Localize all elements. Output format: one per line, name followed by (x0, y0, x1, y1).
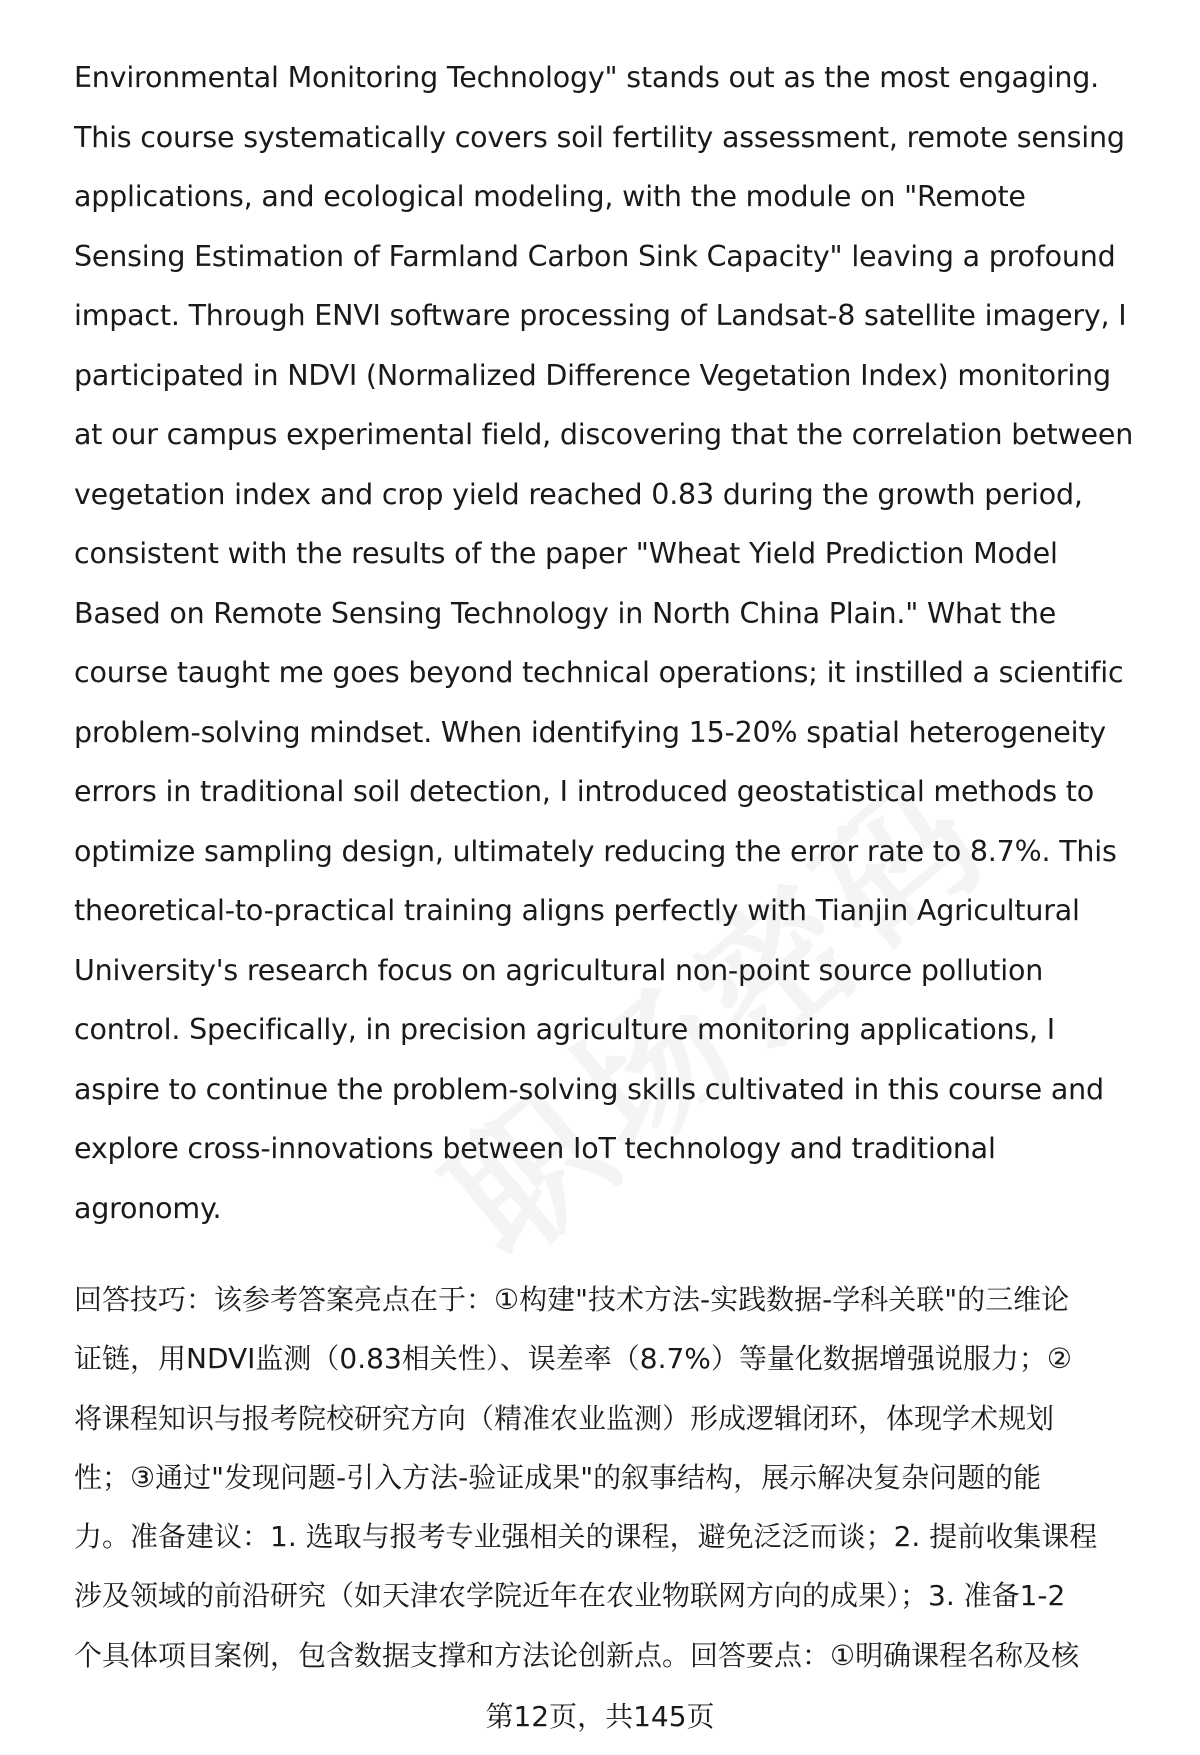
answer-line: at our campus experimental field, discovering that the correlation between (74, 418, 1134, 451)
answer-line: Based on Remote Sensing Technology in North China Plain." What the (74, 596, 1057, 630)
answer-line: impact. Through ENVI software processing of Landsat-8 satellite imagery, I (74, 299, 1127, 332)
answer-line: This course systematically covers soil fertility assessment, remote sensing (74, 120, 1125, 154)
answer-line: errors in traditional soil detection, I introduced geostatistical methods to (74, 775, 1094, 808)
answer-line: agronomy. (74, 1191, 222, 1225)
answer-line: participated in NDVI (Normalized Difference Vegetation Index) monitoring (74, 358, 1111, 392)
answer-line: Environmental Monitoring Technology" stands out as the most engaging. (74, 61, 1100, 94)
answer-line: explore cross-innovations between IoT technology and traditional (74, 1132, 996, 1165)
tips-line: 力。准备建议：1. 选取与报考专业强相关的课程，避免泛泛而谈；2. 提前收集课程 (74, 1520, 1098, 1554)
tips-line: 回答技巧：该参考答案亮点在于：①构建"技术方法-实践数据-学科关联"的三维论 (74, 1283, 1070, 1316)
answer-line: problem-solving mindset. When identifying 15-20% spatial heterogeneity (74, 715, 1106, 749)
tips-line: 将课程知识与报考院校研究方向（精准农业监测）形成逻辑闭环，体现学术规划 (74, 1401, 1055, 1435)
answer-line: optimize sampling design, ultimately reducing the error rate to 8.7%. This (74, 834, 1117, 868)
tips-line: 性；③通过"发现问题-引入方法-验证成果"的叙事结构，展示解决复杂问题的能 (74, 1460, 1042, 1494)
tips-line: 证链，用NDVI监测（0.83相关性）、误差率（8.7%）等量化数据增强说服力；② (74, 1342, 1073, 1376)
tips-line: 个具体项目案例，包含数据支撑和方法论创新点。回答要点：①明确课程名称及核 (74, 1638, 1080, 1672)
answer-line: consistent with the results of the paper "Wheat Yield Prediction Model (74, 537, 1058, 570)
answer-line: Sensing Estimation of Farmland Carbon Sink Capacity" leaving a profound (74, 239, 1116, 273)
answer-line: aspire to continue the problem-solving skills cultivated in this course and (74, 1072, 1104, 1106)
answer-line: theoretical-to-practical training aligns perfectly with Tianjin Agricultural (74, 894, 1080, 927)
tips-line: 涉及领域的前沿研究（如天津农学院近年在农业物联网方向的成果）；3. 准备1-2 (74, 1579, 1066, 1613)
answer-paragraph (74, 48, 1154, 1238)
answer-tips-paragraph (74, 1270, 1154, 1685)
answer-line: course taught me goes beyond technical operations; it instilled a scientific (74, 656, 1124, 689)
page-number: 第12页，共145页 (485, 1700, 715, 1733)
answer-line: applications, and ecological modeling, with the module on "Remote (74, 180, 1026, 213)
answer-line: vegetation index and crop yield reached 0.83 during the growth period, (74, 477, 1083, 511)
answer-line: University's research focus on agricultural non-point source pollution (74, 953, 1044, 987)
answer-line: control. Specifically, in precision agriculture monitoring applications, I (74, 1013, 1055, 1046)
